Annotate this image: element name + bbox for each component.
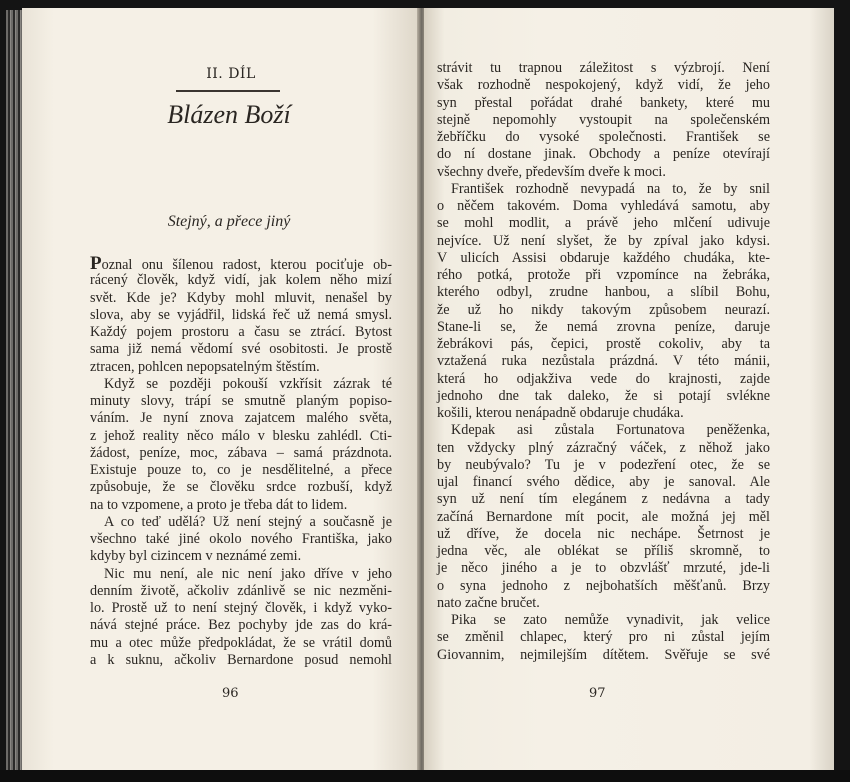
text-line: do ní dostane jinak. Obchody a peníze otevírají — [437, 146, 770, 163]
text-line: lo. Prostě už to není stejný člověk, i když vyko- — [90, 600, 392, 616]
text-line: mu a otec může předpokládat, že se vrátil domů — [90, 634, 392, 651]
text-line: Kdepak asi zůstala Fortunatova peněženka, — [451, 422, 770, 439]
text-line: Když se později pokouší vzkřísit zázrak té — [104, 375, 392, 392]
text-line: kterého odbyl, zrudne hanbou, a slíbil Bohu, — [437, 284, 770, 301]
text-line: však rozhodně nespokojený, když vidí, že jeho — [437, 77, 770, 94]
text-line: jedna věc, ale oblékat se příliš skromně, to — [437, 543, 770, 559]
text-line: Existuje pouze to, co je nesdělitelné, a přece — [90, 462, 392, 478]
text-line: která ho odjakživa vede do krajnosti, zajde — [437, 370, 770, 387]
text-line: ten vždycky plný zázračný váček, z něhož jako — [437, 439, 770, 456]
text-line: nejvíce. Už není slyšet, že by zpíval jako kdysi. — [437, 232, 770, 249]
text-line: A co teď udělá? Už není stejný a současně je — [104, 513, 392, 530]
text-line: je něco jiného a je to obzvlášť mrzuté, jde-li — [437, 560, 770, 577]
text-line: Stane-li se, že nemá zrovna peníze, daruje — [437, 318, 770, 335]
text-line: vztažená ruka nezůstala prázdná. V této mánii, — [437, 353, 770, 370]
left-body-text — [90, 255, 392, 669]
text-line: syn přestal pořádat drahé bankety, které mu — [437, 94, 770, 111]
text-line: z jehož reality něco málo v blesku zahlédl. Cti- — [90, 427, 392, 444]
right-body-text — [437, 60, 770, 664]
text-line: slova, aby se vyjádřil, lidská řeč už nemá smysl. — [90, 306, 392, 323]
text-line: kdyby byl cizincem v neznámé zemi. — [90, 548, 302, 565]
text-line: žebrákovi pás, čepici, prostě cokoliv, aby ta — [437, 336, 770, 352]
text-line: o něčem takovém. Doma vyhledává samotu, aby — [437, 198, 770, 214]
text-line: žebříčku do vysoké společnosti. František se — [437, 129, 770, 145]
text-line: Poznal onu šílenou radost, kterou pociťuje ob- — [90, 253, 392, 274]
text-line: na to vzpomene, a proto je třeba dát to lidem. — [90, 496, 348, 513]
text-line: svět. Kde je? Kdyby mohl mluvit, nenašel by — [90, 289, 392, 306]
page-number: 96 — [222, 686, 239, 701]
text-line: rácený člověk, když vidí, jak kolem něho mizí — [90, 272, 392, 289]
text-line: a k suknu, ačkoliv Bernardone posud nemohl — [90, 651, 392, 668]
text-line: košili, kterou nenápadně obdaruje chudáka. — [437, 405, 684, 421]
text-line: strávit tu trapnou záležitost s výzbrojí. Není — [437, 60, 770, 76]
text-line: nato začne bručet. — [437, 594, 540, 611]
left-page — [22, 8, 420, 772]
text-line: rého potká, protože při vzpomínce na žebráka, — [437, 267, 770, 283]
title-rule — [176, 90, 280, 92]
scan-background — [0, 770, 850, 782]
text-line: všechny dveře, především dveře k moci. — [437, 163, 666, 180]
text-line: žádost, peníze, moc, zábava – samá prázdnota. — [90, 444, 392, 461]
text-line: syn už není tím elegánem z nedávna a tady — [437, 491, 770, 508]
right-page — [424, 8, 834, 772]
text-line: ztracen, pohlcen nepopsatelným štěstím. — [90, 358, 320, 375]
text-line: stejně nepomohly vystoupit na společenském — [437, 111, 770, 128]
text-line: František rozhodně nevypadá na to, že by snil — [451, 180, 770, 197]
text-line: ujal financí svého dědice, aby je sanoval. Ale — [437, 474, 770, 490]
text-line: váním. Je nyní znova zajatcem malého světa, — [90, 410, 392, 427]
text-line: V ulicích Assisi obdaruje každého chudáka, kte- — [437, 249, 770, 266]
text-line: minuty slovy, trápí se smutně planým popiso- — [90, 393, 392, 409]
text-line: že už ho nikdy takovým způsobem neurazí. — [437, 301, 770, 318]
text-line: už dříve, že docela nic nechápe. Šetrnost je — [437, 525, 770, 542]
text-line: sama již nemá vědomí své osobitosti. Je prostě — [90, 341, 392, 358]
text-line: se mohl modlit, a právě jeho mlčení udivuje — [437, 215, 770, 232]
page-number: 97 — [589, 686, 606, 701]
text-line: způsobuje, že se člověku srdce rozbuší, když — [90, 479, 392, 496]
text-line: Giovannim, nejmilejším dítětem. Svěřuje se své — [437, 646, 770, 663]
text-line: by neubývalo? Tu je v podezření otec, že se — [437, 456, 770, 473]
text-line: nává stejné práce. Bez pochyby jde zas do krá- — [90, 617, 392, 634]
text-line: denním životě, ačkoliv zdánlivě se nic nezměni- — [90, 582, 392, 599]
text-line: se změnil chlapec, který pro ni zůstal jejím — [437, 629, 770, 646]
text-line: Každý pojem prostoru a času se ztrácí. Bytost — [90, 324, 392, 340]
text-line: Nic mu není, ale nic není jako dříve v jeho — [104, 565, 392, 582]
text-line: všechno také jiné okolo nového Františka, jako — [90, 531, 392, 547]
text-line: Pika se zato nemůže vynadivit, jak velice — [451, 612, 770, 628]
chapter-title: Blázen Boží — [167, 100, 291, 129]
part-label: II. DÍL — [206, 66, 256, 82]
text-line: jednoho dne tak daleko, že si potají svlékne — [437, 387, 770, 404]
section-title: Stejný, a přece jiný — [167, 213, 291, 230]
text-line: o syna jednoho z nejbohatších měšťanů. Brzy — [437, 577, 770, 594]
text-line: začíná Bernardone mít pocit, ale možná jej měl — [437, 508, 770, 525]
